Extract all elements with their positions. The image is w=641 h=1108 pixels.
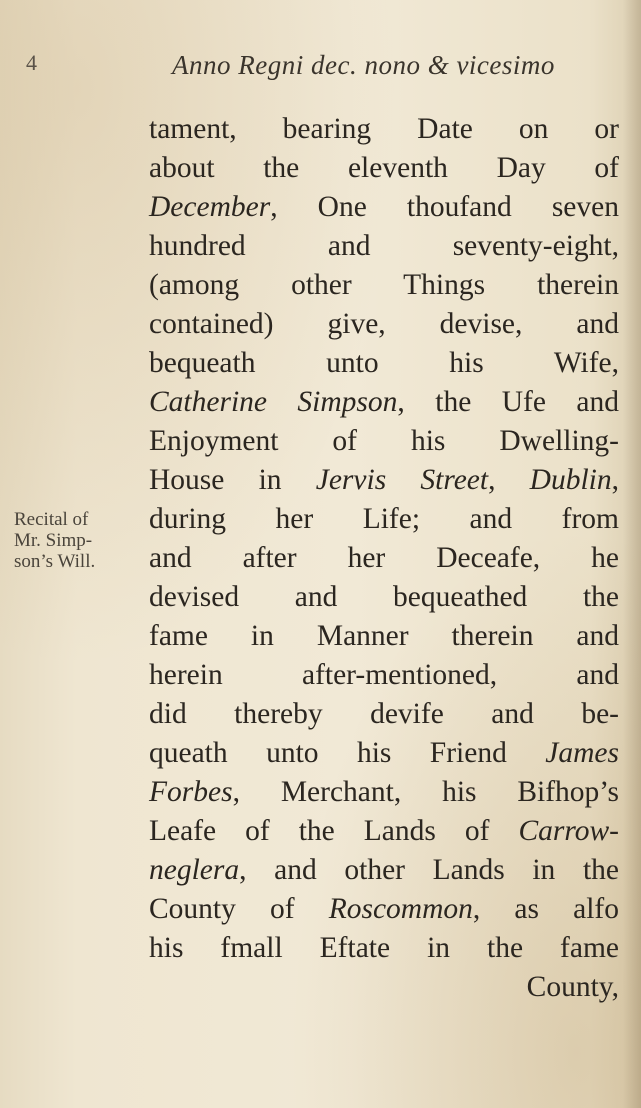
text-line bbox=[149, 851, 619, 890]
text-run: County, bbox=[526, 971, 619, 1003]
margin-note-line: Recital of bbox=[14, 509, 89, 530]
text-line bbox=[149, 812, 619, 851]
italic-text-run: neglera bbox=[149, 854, 240, 886]
text-run: queath unto his Friend bbox=[149, 737, 546, 769]
text-run: devised and bequeathed the bbox=[149, 581, 619, 613]
text-run: , the Ufe and bbox=[397, 386, 619, 418]
text-line bbox=[149, 890, 619, 929]
text-run: , bbox=[488, 464, 530, 496]
text-line bbox=[149, 617, 619, 656]
italic-text-run: James bbox=[545, 737, 619, 769]
text-line bbox=[149, 539, 619, 578]
text-line bbox=[149, 695, 619, 734]
text-run: , and other Lands in the bbox=[239, 854, 619, 886]
text-line bbox=[149, 149, 619, 188]
italic-text-run: Catherine Simpson bbox=[149, 386, 398, 418]
text-run: , bbox=[611, 464, 619, 496]
text-line bbox=[149, 110, 619, 149]
text-line bbox=[149, 305, 619, 344]
text-run: House in bbox=[149, 464, 316, 496]
text-run: Enjoyment of his Dwelling- bbox=[149, 425, 619, 457]
text-run: , Merchant, his Bifhop’s bbox=[232, 776, 619, 808]
text-line bbox=[149, 188, 619, 227]
text-line bbox=[149, 227, 619, 266]
text-run: and after her Deceafe, he bbox=[149, 542, 619, 574]
body-text bbox=[149, 110, 619, 1007]
text-line bbox=[149, 500, 619, 539]
italic-text-run: Forbes bbox=[149, 776, 233, 808]
text-line bbox=[149, 344, 619, 383]
text-line bbox=[149, 968, 619, 1007]
text-line bbox=[149, 734, 619, 773]
page-edge-shadow bbox=[623, 0, 641, 1108]
page-number: 4 bbox=[26, 50, 37, 75]
text-run: (among other Things therein bbox=[149, 269, 619, 301]
text-run: his fmall Eftate in the fame bbox=[149, 932, 619, 964]
text-run: , One thoufand seven bbox=[270, 191, 619, 223]
text-line bbox=[149, 578, 619, 617]
margin-note bbox=[14, 509, 144, 572]
text-run: about the eleventh Day of bbox=[149, 152, 619, 184]
text-run: during her Life; and from bbox=[149, 503, 619, 535]
text-run: , as alfo bbox=[472, 893, 619, 925]
italic-text-run: Jervis Street bbox=[315, 464, 489, 496]
text-run: hundred and seventy-eight, bbox=[149, 230, 619, 262]
text-run: did thereby devife and be- bbox=[149, 698, 619, 730]
margin-note-line: Mr. Simp- bbox=[14, 530, 93, 551]
text-line bbox=[149, 929, 619, 968]
text-line bbox=[149, 383, 619, 422]
italic-text-run: Carrow- bbox=[518, 815, 619, 847]
text-run: fame in Manner therein and bbox=[149, 620, 619, 652]
italic-text-run: Roscommon bbox=[328, 893, 473, 925]
text-run: County of bbox=[149, 893, 329, 925]
text-run: tament, bearing Date on or bbox=[149, 113, 619, 145]
margin-note-line: son’s Will. bbox=[14, 551, 96, 572]
text-line bbox=[149, 773, 619, 812]
running-head: Anno Regni dec. nono & vicesimo bbox=[172, 50, 555, 80]
text-run: Leafe of the Lands of bbox=[149, 815, 519, 847]
italic-text-run: December bbox=[149, 191, 271, 223]
page-header bbox=[0, 50, 641, 90]
text-run: contained) give, devise, and bbox=[149, 308, 619, 340]
text-line bbox=[149, 461, 619, 500]
text-line bbox=[149, 656, 619, 695]
text-run: herein after-mentioned, and bbox=[149, 659, 619, 691]
text-line bbox=[149, 266, 619, 305]
text-run: bequeath unto his Wife, bbox=[149, 347, 619, 379]
text-line bbox=[149, 422, 619, 461]
italic-text-run: Dublin bbox=[529, 464, 612, 496]
